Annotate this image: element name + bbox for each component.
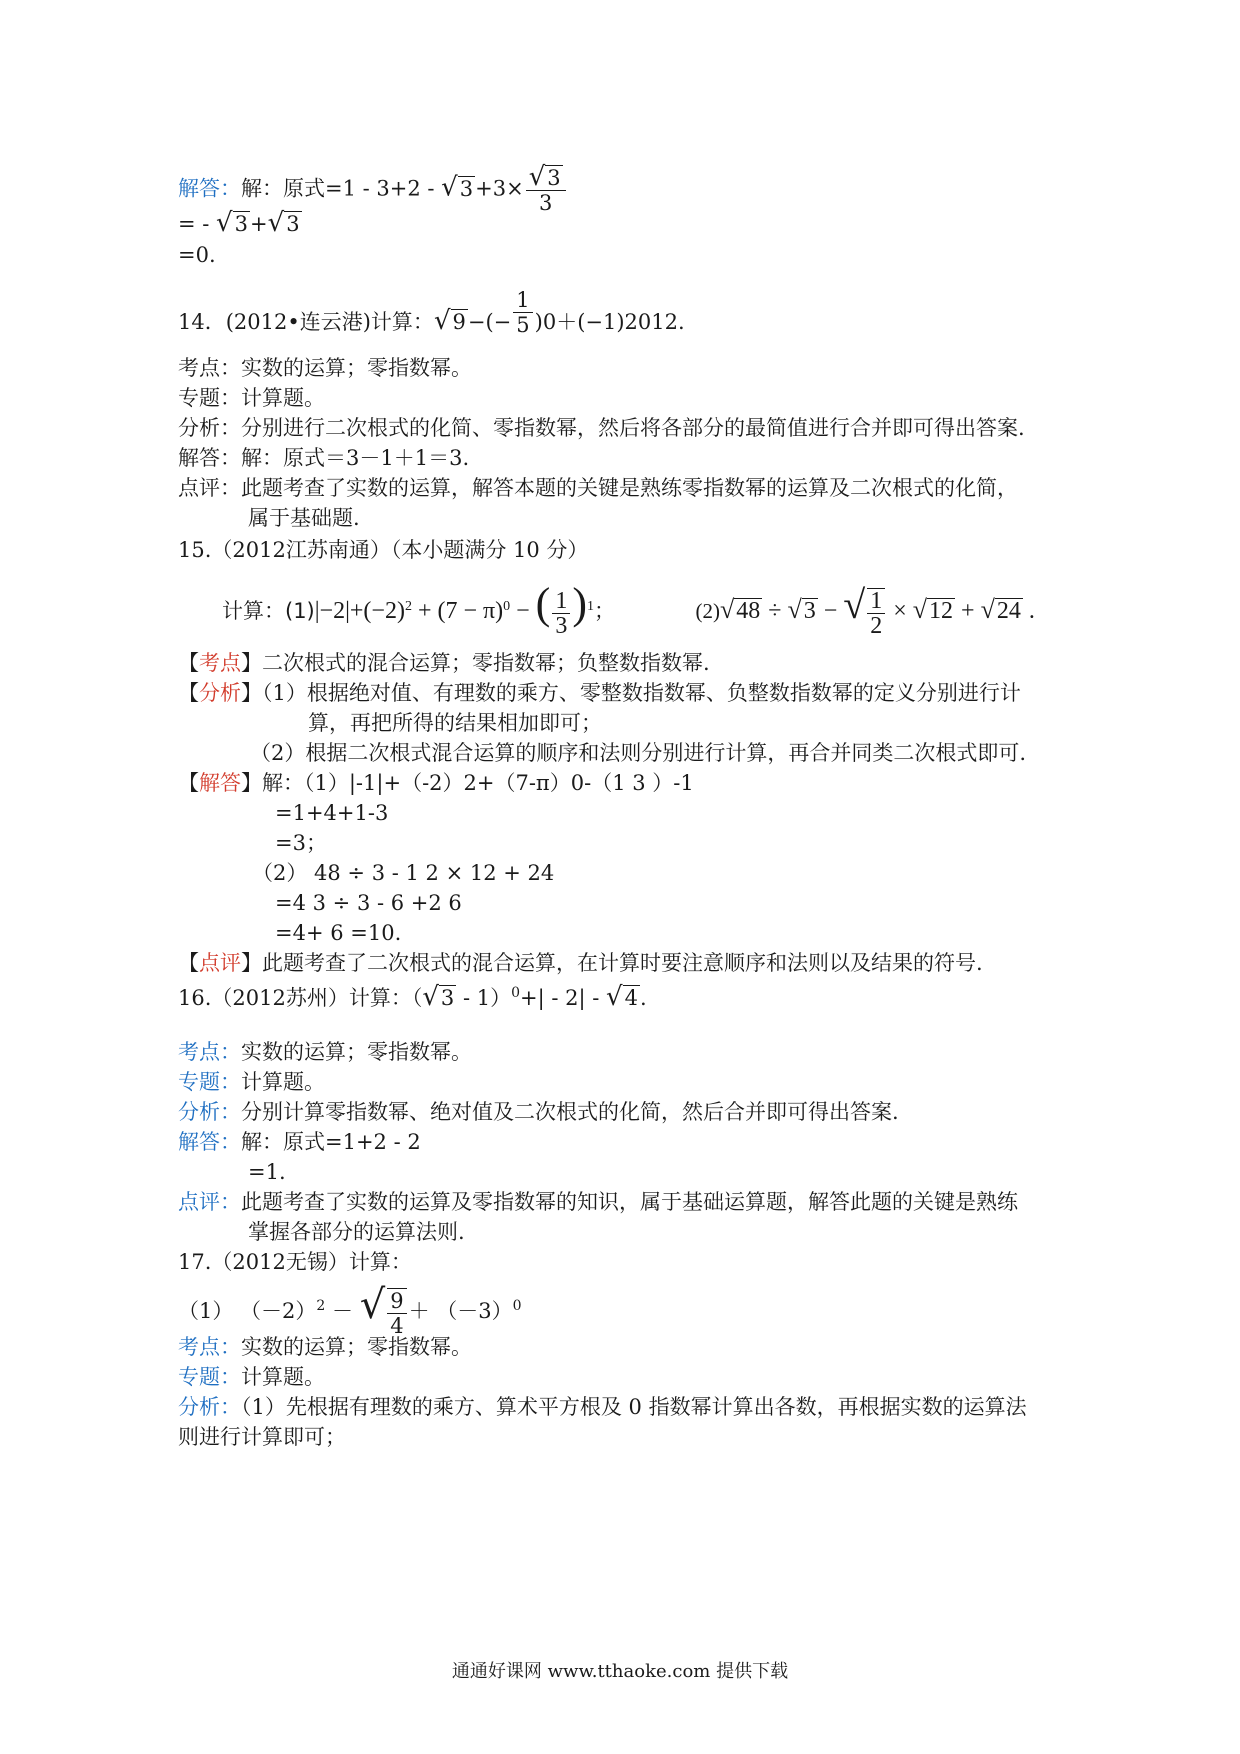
- p14-zhuanti: 专题：计算题。: [178, 386, 325, 410]
- p16-jieda-2: =1.: [248, 1160, 286, 1184]
- p16-heading: 16.（2012苏州）计算：（√3 - 1）$^0$+| - 2| - √4.: [178, 982, 647, 1012]
- p16-fenxi: 分析：分别计算零指数幂、绝对值及二次根式的化简，然后合并即可得出答案.: [178, 1100, 899, 1124]
- p13-answer-line1: 解答：解：原式=1 - 3+2 - √3+3× $\frac{√3}{3}$: [178, 165, 568, 215]
- p15-jieda-4: （2） 48 ÷ 3 - 1 2 × 12 + 24: [252, 861, 555, 885]
- p14-fenxi: 分析：分别进行二次根式的化简、零指数幂，然后将各部分的最简值进行合并即可得出答案.: [178, 416, 1025, 440]
- p15-fenxi-cont: 算，再把所得的结果相加即可；: [308, 711, 602, 735]
- p14-heading: 14．(2012•连云港)计算：√9−(− $\frac{1}{5}$ )0＋(−1)2012.: [178, 288, 685, 337]
- p15-jieda-2: =1+4+1-3: [275, 801, 389, 825]
- fraction: $\frac{√3}{3}$: [526, 165, 566, 215]
- p17-fenxi: 分析：（1）先根据有理数的乘方、算术平方根及 0 指数幂计算出各数，再根据实数的运算法: [178, 1395, 1027, 1419]
- p15-jieda-3: =3；: [275, 831, 327, 855]
- answer-label: 解答：: [178, 176, 241, 201]
- fraction: $\frac{9}{4}$: [387, 1288, 406, 1338]
- p17-fenxi-cont: 则进行计算即可；: [178, 1425, 346, 1449]
- p16-kaodian: 考点：实数的运算；零指数幂。: [178, 1040, 472, 1064]
- p14-jieda: 解答：解：原式＝3－1＋1＝3.: [178, 446, 470, 470]
- p15-dianping: 【点评】此题考查了二次根式的混合运算，在计算时要注意顺序和法则以及结果的符号.: [178, 951, 983, 975]
- p17-expression: （1） $(-2)^2$ － √ $\frac{9}{4}$ ＋ $(-3)^0$: [178, 1282, 522, 1338]
- p14-kaodian: 考点：实数的运算；零指数幂。: [178, 356, 472, 380]
- p15-jieda: 【解答】解：（1）|-1|+（-2）2+（7-π）0-（1 3 ）-1: [178, 771, 694, 795]
- page-footer: 通通好课网 www.tthaoke.com 提供下载: [451, 1661, 789, 1682]
- p15-heading: 15.（2012江苏南通）（本小题满分 10 分）: [178, 538, 589, 562]
- p17-heading: 17.（2012无锡）计算：: [178, 1250, 412, 1274]
- p14-dianping-cont: 属于基础题.: [248, 506, 360, 530]
- p13-answer-line3: =0.: [178, 243, 216, 267]
- p15-jieda-5: =4 3 ÷ 3 - 6 +2 6: [275, 891, 462, 915]
- p16-dianping: 点评：此题考查了实数的运算及零指数幂的知识，属于基础运算题，解答此题的关键是熟练: [178, 1190, 1018, 1214]
- p15-jieda-6: =4+ 6 =10.: [275, 921, 402, 945]
- p15-kaodian: 【考点】二次根式的混合运算；零指数幂；负整数指数幂.: [178, 651, 710, 675]
- p16-jieda: 解答：解：原式=1+2 - 2: [178, 1130, 421, 1154]
- fraction: $\frac{1}{3}$: [552, 589, 570, 638]
- p16-dianping-cont: 掌握各部分的运算法则.: [248, 1220, 465, 1244]
- p17-kaodian: 考点：实数的运算；零指数幂。: [178, 1335, 472, 1359]
- p16-zhuanti: 专题：计算题。: [178, 1070, 325, 1094]
- p15-expression: 计算：$(1)|-2|+(-2)^2 + (7 - \pi)^0$ − ( $\frac{1}{3}$ )$^1$； (2)√48 ÷ √3 − √ $\frac{1}{2}$ × √12 + √24 .: [222, 579, 1035, 640]
- p15-fenxi-2: （2）根据二次根式混合运算的顺序和法则分别进行计算，再合并同类二次根式即可.: [250, 741, 1027, 765]
- sqrt-sign: √: [441, 172, 458, 203]
- fraction: $\frac{1}{2}$: [867, 588, 885, 638]
- p14-dianping: 点评：此题考查了实数的运算，解答本题的关键是熟练零指数幂的运算及二次根式的化简，: [178, 476, 1018, 500]
- p17-zhuanti: 专题：计算题。: [178, 1365, 325, 1389]
- p15-fenxi: 【分析】（1）根据绝对值、有理数的乘方、零整数指数幂、负整数指数幂的定义分别进行计: [178, 681, 1021, 705]
- p13-answer-line2: = - √3+√3: [178, 208, 300, 238]
- fraction: $\frac{1}{5}$: [513, 288, 532, 337]
